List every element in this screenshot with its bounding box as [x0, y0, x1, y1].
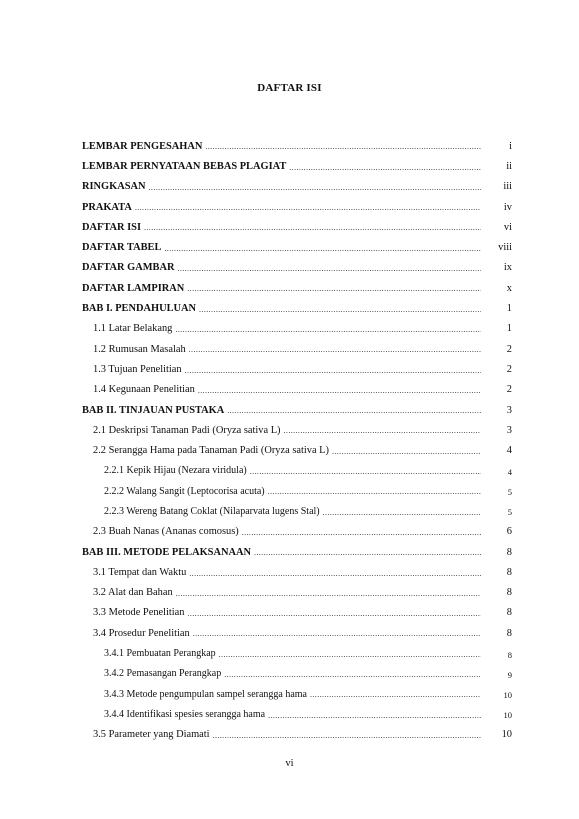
toc-entry [82, 278, 512, 298]
toc-entry-label: 2.3 Buah Nanas (Ananas comosus) [93, 526, 239, 538]
toc-entry-label: 3.4.3 Metode pengumpulan sampel serangga hama [104, 688, 307, 700]
toc-entry-page: 8 [506, 607, 512, 619]
toc-entry-label: 1.2 Rumusan Masalah [93, 343, 186, 355]
toc-entry-page: 1 [506, 323, 512, 335]
toc-entry-label: RINGKASAN [82, 181, 146, 193]
toc-entry [82, 258, 512, 278]
toc-entry-page: 1 [506, 303, 512, 315]
toc-entry-page: 2 [506, 384, 512, 396]
toc-entry [82, 684, 512, 704]
toc-entry [82, 583, 512, 603]
toc-leader-dots [289, 164, 481, 177]
toc-entry [82, 177, 512, 197]
toc-entry-page: 8 [507, 649, 512, 660]
toc-entry [82, 359, 512, 379]
toc-leader-dots [135, 204, 481, 217]
toc-leader-dots [268, 488, 481, 501]
toc-entry-label: DAFTAR TABEL [82, 242, 162, 254]
toc-entry-page: vi [503, 221, 512, 233]
toc-leader-dots [185, 367, 481, 380]
toc-entry-label: 2.1 Deskripsi Tanaman Padi (Oryza sativa L) [93, 424, 281, 436]
toc-entry-page: x [506, 282, 512, 294]
toc-entry-page: 8 [506, 566, 512, 578]
toc-entry-page: 4 [506, 445, 512, 457]
toc-entry [82, 380, 512, 400]
toc-entry [82, 501, 512, 521]
toc-entry [82, 664, 512, 684]
toc-leader-dots [199, 306, 481, 319]
toc-entry-page: 3 [506, 404, 512, 416]
toc-entry-label: 3.3 Metode Penelitian [93, 607, 185, 619]
toc-entry-page: iii [503, 181, 512, 193]
toc-entry [82, 197, 512, 217]
toc-entry-label: 3.4.1 Pembuatan Perangkap [104, 648, 216, 660]
toc-entry-page: 10 [503, 710, 512, 721]
toc-entry-page: 2 [506, 343, 512, 355]
toc-entry [82, 461, 512, 481]
toc-entry-label: 2.2.1 Kepik Hijau (Nezara viridula) [104, 465, 247, 477]
toc-leader-dots [177, 265, 481, 278]
toc-entry [82, 298, 512, 318]
toc-entry-label: 3.4 Prosedur Penelitian [93, 627, 190, 639]
toc-entry-label: 2.2.3 Wereng Batang Coklat (Nilaparvata lugens Stal) [104, 505, 320, 517]
toc-leader-dots [268, 712, 481, 725]
toc-entry [82, 562, 512, 582]
toc-entry-label: 2.2 Serangga Hama pada Tanaman Padi (Oryza sativa L) [93, 445, 329, 457]
toc-leader-dots [189, 346, 481, 359]
toc-entry-label: LEMBAR PENGESAHAN [82, 140, 203, 152]
toc-entry-label: 3.5 Parameter yang Diamati [93, 729, 210, 741]
toc-entry-label: 3.2 Alat dan Bahan [93, 587, 173, 599]
toc-leader-dots [205, 143, 481, 156]
toc-entry-page: 2 [506, 363, 512, 375]
toc-leader-dots [213, 732, 481, 745]
toc-entry [82, 542, 512, 562]
toc-entry-page: ix [503, 262, 512, 274]
toc-leader-dots [187, 610, 481, 623]
toc-entry [82, 420, 512, 440]
toc-leader-dots [254, 549, 481, 562]
toc-entry-page: 4 [507, 466, 512, 477]
toc-entry-label: BAB II. TINJAUAN PUSTAKA [82, 404, 225, 416]
toc-entry-page: 9 [507, 669, 512, 680]
toc-entry-label: PRAKATA [82, 201, 132, 213]
toc-leader-dots [193, 630, 481, 643]
page-title: DAFTAR ISI [257, 82, 322, 94]
toc-entry [82, 704, 512, 724]
toc-entry-label: DAFTAR LAMPIRAN [82, 282, 185, 294]
toc-entry [82, 237, 512, 257]
toc-entry [82, 339, 512, 359]
page-number: vi [285, 758, 294, 769]
toc-leader-dots [332, 448, 481, 461]
toc-leader-dots [189, 570, 481, 583]
toc-entry-page: 10 [501, 729, 512, 741]
toc-entry-label: DAFTAR GAMBAR [82, 262, 175, 274]
toc-leader-dots [284, 427, 481, 440]
toc-entry-label: LEMBAR PERNYATAAN BEBAS PLAGIAT [82, 160, 287, 172]
toc-entry [82, 522, 512, 542]
toc-entry-label: 2.2.2 Walang Sangit (Leptocorisa acuta) [104, 485, 265, 497]
toc-entry-page: iv [503, 201, 512, 213]
toc-leader-dots [164, 245, 481, 258]
toc-leader-dots [176, 590, 481, 603]
toc-entry-page: 8 [506, 546, 512, 558]
toc-leader-dots [198, 387, 481, 400]
toc-entry-label: 1.3 Tujuan Penelitian [93, 363, 182, 375]
toc-entry-label: 1.1 Latar Belakang [93, 323, 173, 335]
toc-entry-label: 1.4 Kegunaan Penelitian [93, 384, 195, 396]
toc-entry [82, 217, 512, 237]
toc-entry-page: 3 [506, 424, 512, 436]
toc-entry-label: 3.4.4 Identifikasi spesies serangga hama [104, 708, 266, 720]
toc-entry [82, 319, 512, 339]
toc-entry-label: 3.4.2 Pemasangan Perangkap [104, 668, 222, 680]
toc-entry [82, 400, 512, 420]
toc-entry-label: 3.1 Tempat dan Waktu [93, 566, 187, 578]
toc-entry-page: ii [506, 160, 512, 172]
toc-entry [82, 603, 512, 623]
toc-entry-label: BAB I. PENDAHULUAN [82, 303, 197, 315]
toc-entry-label: BAB III. METODE PELAKSANAAN [82, 546, 251, 558]
toc-leader-dots [323, 509, 481, 522]
toc-entry [82, 156, 512, 176]
toc-leader-dots [144, 224, 481, 237]
toc-entry-page: i [509, 140, 512, 152]
toc-entry [82, 136, 512, 156]
toc-leader-dots [187, 285, 481, 298]
toc-entry [82, 481, 512, 501]
toc-leader-dots [224, 671, 481, 684]
toc-entry-page: 8 [506, 587, 512, 599]
toc-entry-page: viii [498, 242, 512, 254]
toc-leader-dots [227, 407, 481, 420]
toc-entry-page: 5 [507, 487, 512, 498]
toc-entry-label: DAFTAR ISI [82, 221, 141, 233]
toc-entry-page: 8 [506, 627, 512, 639]
toc-entry [82, 623, 512, 643]
toc-leader-dots [175, 326, 481, 339]
toc-leader-dots [310, 691, 481, 704]
toc-entry-page: 5 [507, 507, 512, 518]
table-of-contents [82, 136, 512, 745]
toc-leader-dots [250, 468, 481, 481]
toc-leader-dots [242, 529, 481, 542]
toc-leader-dots [219, 651, 481, 664]
toc-leader-dots [149, 184, 481, 197]
toc-entry [82, 440, 512, 460]
toc-entry-page: 10 [503, 690, 512, 701]
toc-entry-page: 6 [506, 526, 512, 538]
toc-entry [82, 643, 512, 663]
toc-entry [82, 725, 512, 745]
